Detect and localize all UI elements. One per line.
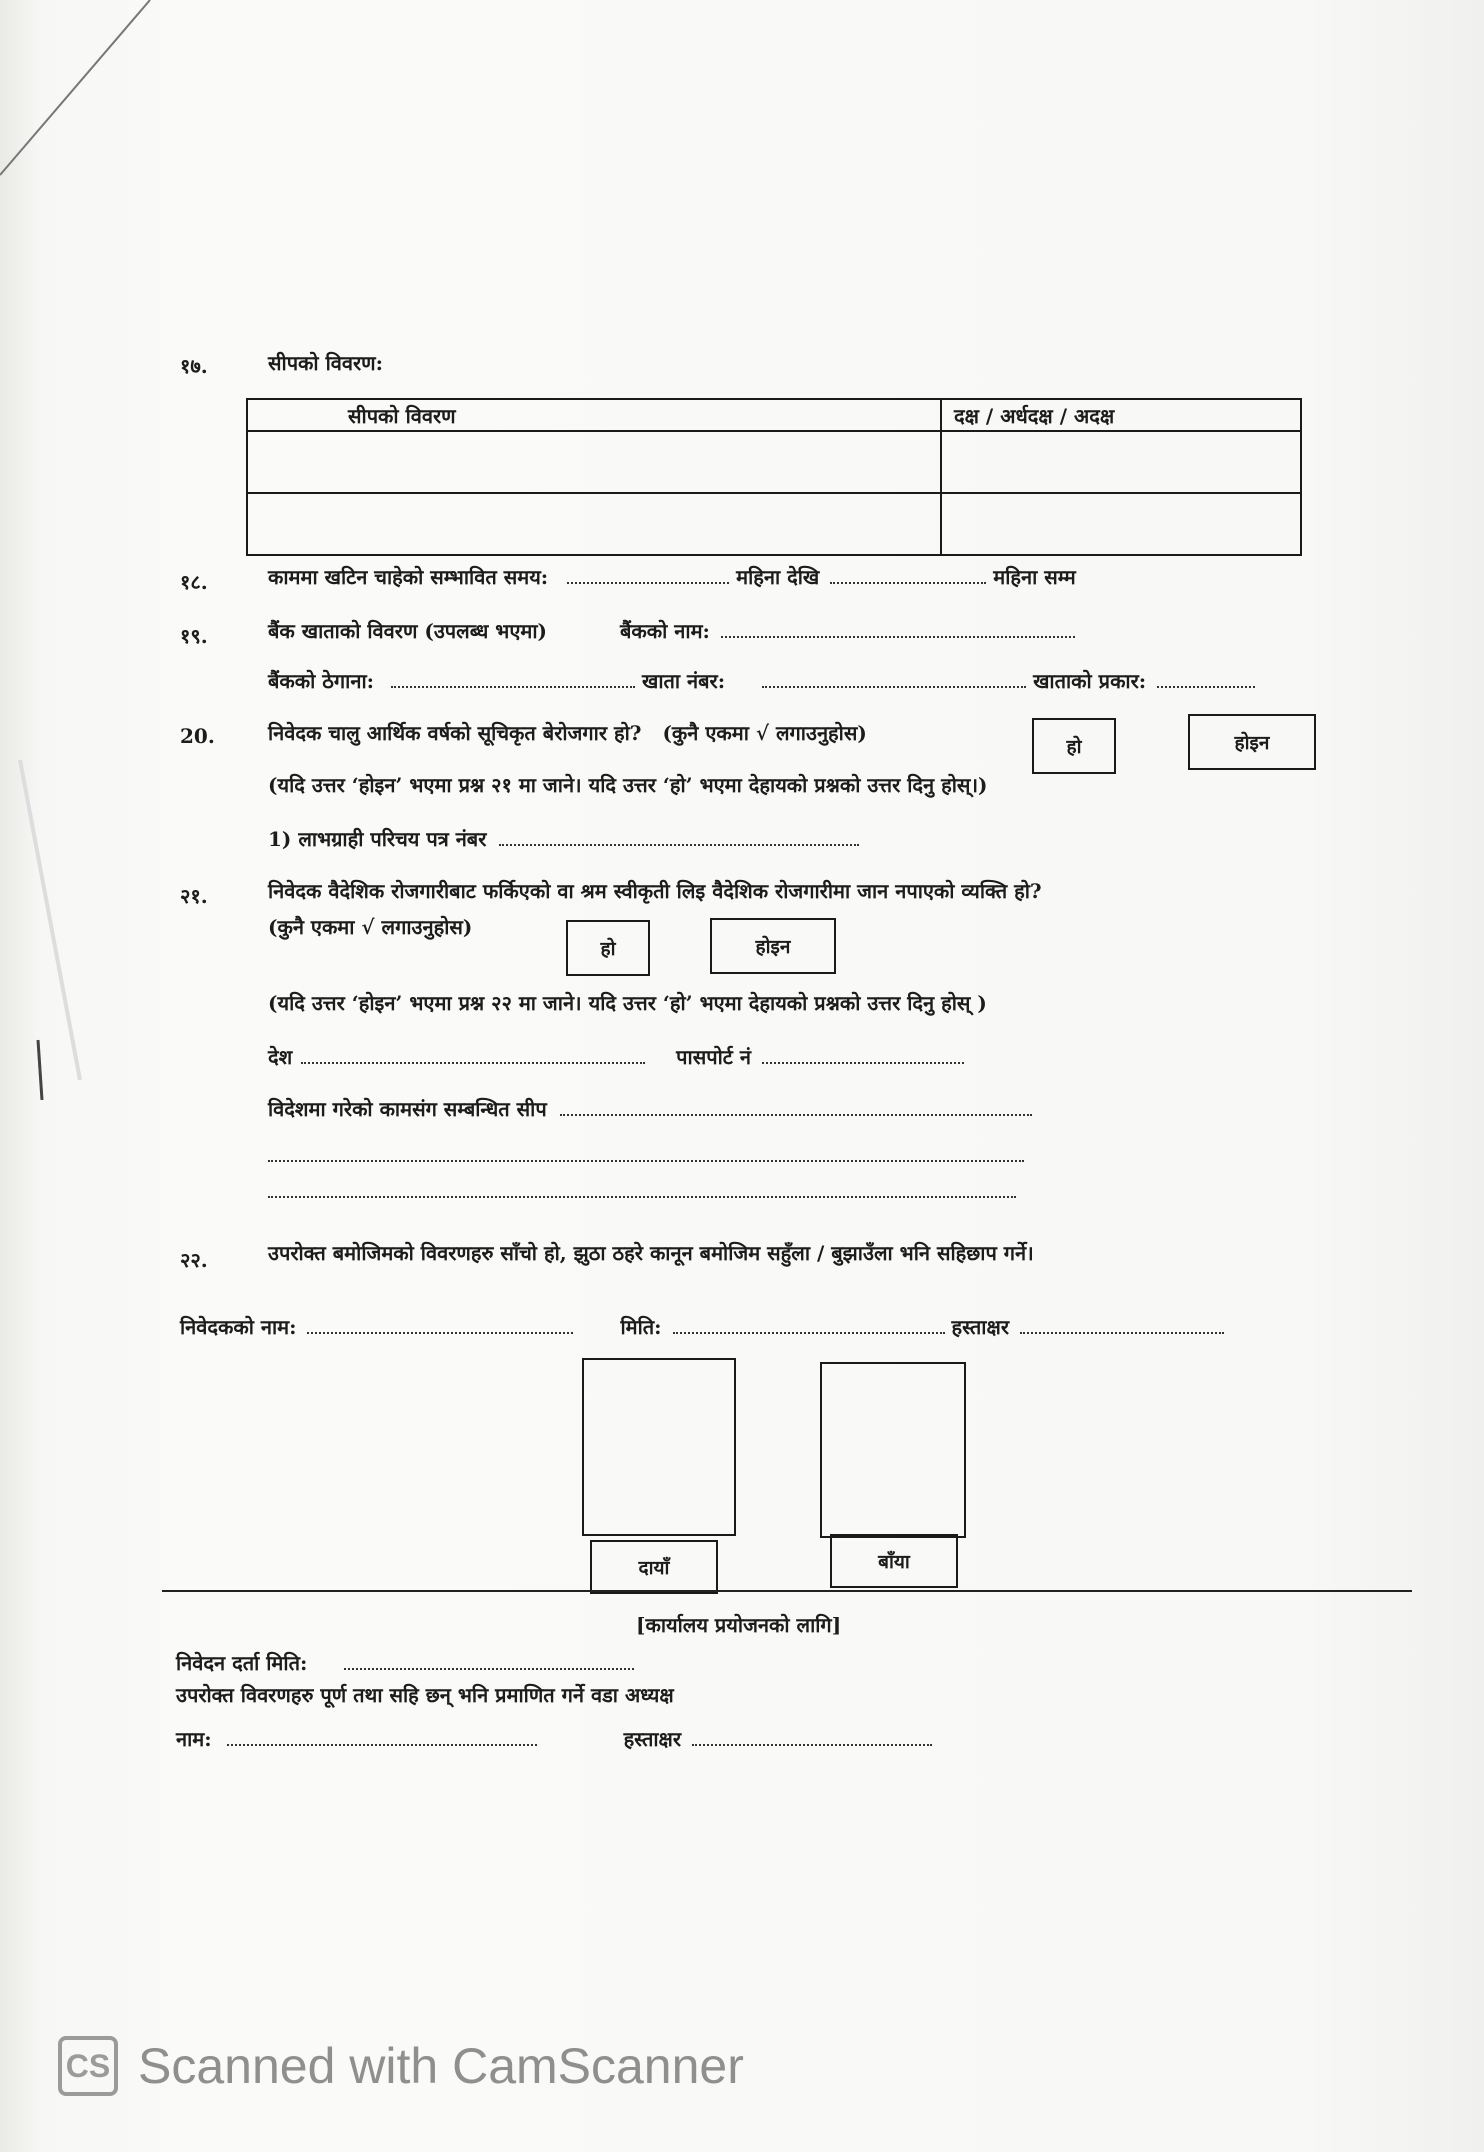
q20-no-checkbox[interactable]: होइन bbox=[1188, 714, 1316, 770]
applicant-signature-label: हस्ताक्षर bbox=[951, 1315, 1009, 1339]
table-row bbox=[247, 431, 1301, 493]
office-signature-label: हस्ताक्षर bbox=[623, 1727, 682, 1751]
q20-hint: (कुनै एकमा √ लगाउनुहोस) bbox=[662, 721, 867, 745]
q21-number: २१. bbox=[180, 884, 208, 908]
watermark-text: Scanned with CamScanner bbox=[138, 2038, 744, 2094]
foreign-skill-field-line3[interactable] bbox=[268, 1196, 1016, 1198]
camscanner-logo-icon: CS bbox=[58, 2036, 118, 2096]
bank-name-label: बैंकको नाम: bbox=[620, 619, 710, 643]
from-month-field[interactable] bbox=[567, 564, 729, 584]
q22-number: २२. bbox=[180, 1248, 208, 1272]
q18-from-label: महिना देखि bbox=[736, 565, 820, 589]
bank-address-field[interactable] bbox=[391, 668, 635, 688]
q19-number: १९. bbox=[180, 624, 208, 648]
q21-skill-line bbox=[268, 1096, 1032, 1122]
country-label: देश bbox=[268, 1045, 293, 1069]
skill-col-description: सीपको विवरण bbox=[247, 399, 941, 431]
table-row bbox=[247, 493, 1301, 555]
q21-hint: (कुनै एकमा √ लगाउनुहोस) bbox=[268, 915, 473, 939]
skill-cell[interactable] bbox=[247, 431, 941, 493]
q18-label: काममा खटिन चाहेको सम्भावित समय: bbox=[268, 565, 549, 589]
left-thumb-label: बाँया bbox=[830, 1534, 958, 1588]
skill-table bbox=[246, 398, 1302, 556]
beneficiary-card-label: 1) लाभग्राही परिचय पत्र नंबर bbox=[268, 827, 487, 851]
q20-note: (यदि उत्तर ‘होइन’ भएमा प्रश्न २१ मा जाने। यदि उत्तर ‘हो’ भएमा देहायको प्रश्नको उत्तर दिनु होस्।) bbox=[268, 773, 988, 797]
q19-label: बैंक खाताको विवरण (उपलब्ध भएमा) bbox=[268, 619, 547, 643]
q21-country-passport-line bbox=[268, 1044, 964, 1070]
right-thumbprint-box[interactable] bbox=[582, 1358, 736, 1536]
registration-date-label: निवेदन दर्ता मिति: bbox=[176, 1651, 308, 1675]
q19-address-line bbox=[268, 668, 1255, 694]
account-no-label: खाता नंबर: bbox=[641, 669, 726, 693]
scan-edge-artifact bbox=[0, 0, 160, 1100]
account-no-field[interactable] bbox=[762, 668, 1026, 688]
passport-field[interactable] bbox=[762, 1044, 964, 1064]
office-signature-field[interactable] bbox=[692, 1726, 932, 1746]
q21-question: निवेदक वैदेशिक रोजगारीबाट फर्किएको वा श्रम स्वीकृती लिइ वैदेशिक रोजगारीमा जान नपाएको व्यक्ति हो? bbox=[268, 879, 1042, 903]
applicant-date-label: मिति: bbox=[620, 1315, 662, 1339]
applicant-name-label: निवेदकको नाम: bbox=[180, 1315, 297, 1339]
q19-bank-name-line bbox=[620, 618, 1075, 644]
account-type-label: खाताको प्रकार: bbox=[1033, 669, 1147, 693]
office-heading: [कार्यालय प्रयोजनको लागि] bbox=[636, 1613, 842, 1637]
q18-line bbox=[268, 564, 1076, 590]
registration-date-field[interactable] bbox=[344, 1650, 634, 1670]
q20-number: 20. bbox=[180, 724, 215, 748]
bank-name-field[interactable] bbox=[721, 618, 1075, 638]
foreign-skill-field-line2[interactable] bbox=[268, 1160, 1024, 1162]
applicant-line bbox=[180, 1314, 1224, 1340]
skill-cell[interactable] bbox=[247, 493, 941, 555]
applicant-date-field[interactable] bbox=[673, 1314, 945, 1334]
right-thumb-label: दायाँ bbox=[590, 1540, 718, 1594]
office-certify-text: उपरोक्त विवरणहरु पूर्ण तथा सहि छन् भनि प्रमाणित गर्ने वडा अध्यक्ष bbox=[176, 1683, 674, 1707]
to-month-field[interactable] bbox=[830, 564, 986, 584]
foreign-skill-field[interactable] bbox=[560, 1096, 1032, 1116]
q21-note: (यदि उत्तर ‘होइन’ भएमा प्रश्न २२ मा जाने। यदि उत्तर ‘हो’ भएमा देहायको प्रश्नको उत्तर दिनु होस् ) bbox=[268, 991, 987, 1015]
level-cell[interactable] bbox=[941, 493, 1301, 555]
q17-number: १७. bbox=[180, 354, 208, 378]
office-name-line bbox=[176, 1726, 932, 1752]
left-thumbprint-box[interactable] bbox=[820, 1362, 966, 1538]
q21-no-checkbox[interactable]: होइन bbox=[710, 918, 836, 974]
office-name-label: नाम: bbox=[176, 1727, 212, 1751]
q20-yes-checkbox[interactable]: हो bbox=[1032, 718, 1116, 774]
office-name-field[interactable] bbox=[227, 1726, 537, 1746]
country-field[interactable] bbox=[301, 1044, 645, 1064]
beneficiary-card-field[interactable] bbox=[499, 826, 859, 846]
section-divider bbox=[162, 1590, 1412, 1592]
applicant-name-field[interactable] bbox=[307, 1314, 573, 1334]
account-type-field[interactable] bbox=[1157, 668, 1255, 688]
q21-yes-checkbox[interactable]: हो bbox=[566, 920, 650, 976]
camscanner-watermark bbox=[58, 2036, 744, 2096]
foreign-skill-label: विदेशमा गरेको कामसंग सम्बन्धित सीप bbox=[268, 1097, 547, 1121]
passport-label: पासपोर्ट नं bbox=[676, 1045, 751, 1069]
q22-declaration: उपरोक्त बमोजिमको विवरणहरु साँचो हो, झुठा ठहरे कानून बमोजिम सहुँला / बुझाउँला भनि सहिछाप गर्ने। bbox=[268, 1241, 1034, 1265]
q18-number: १८. bbox=[180, 570, 208, 594]
q17-label: सीपको विवरण: bbox=[268, 351, 384, 375]
applicant-signature-field[interactable] bbox=[1020, 1314, 1224, 1334]
q18-to-label: महिना सम्म bbox=[993, 565, 1076, 589]
q20-sub1-line bbox=[268, 826, 859, 852]
level-cell[interactable] bbox=[941, 431, 1301, 493]
office-regdate-line bbox=[176, 1650, 634, 1676]
skill-col-level: दक्ष / अर्धदक्ष / अदक्ष bbox=[941, 399, 1301, 431]
q20-line bbox=[268, 720, 867, 746]
bank-address-label: बैंकको ठेगाना: bbox=[268, 669, 375, 693]
q20-question: निवेदक चालु आर्थिक वर्षको सूचिकृत बेरोजगार हो? bbox=[268, 721, 642, 745]
